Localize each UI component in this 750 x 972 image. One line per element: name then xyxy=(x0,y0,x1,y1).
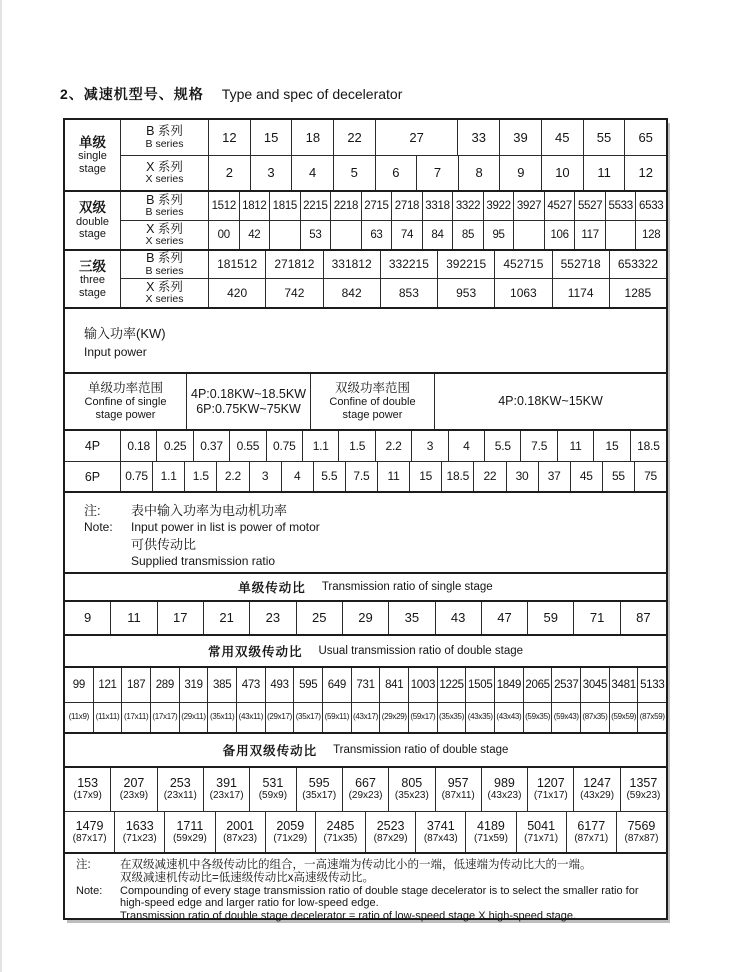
table-cell: 649 xyxy=(322,668,351,702)
table-cell: 128 xyxy=(635,221,666,249)
b-series-label xyxy=(121,251,209,278)
series-label-en: B series xyxy=(145,264,184,277)
table-cell: 0.18 xyxy=(127,438,150,453)
table-cell: 63 xyxy=(361,221,392,249)
table-cell: 181512 xyxy=(217,257,258,272)
table-cell: 15 xyxy=(409,462,441,491)
table-cell: 5 xyxy=(333,156,375,190)
table-cell: 2485 (71x35) xyxy=(315,812,365,852)
table-cell: (11x11) xyxy=(93,703,122,732)
table-cell: 1815 xyxy=(269,192,300,220)
single-power-range-label xyxy=(65,374,186,429)
power-row-values xyxy=(121,462,666,491)
table-cell: 15 xyxy=(593,431,629,461)
table-cell: 2001 (87x23) xyxy=(215,812,265,852)
table-cell: 3481 xyxy=(609,668,638,702)
x-series-row xyxy=(121,221,666,249)
table-cell: 29 xyxy=(342,602,388,634)
power-row-label: 4P xyxy=(65,431,121,461)
note-label-en: Note: xyxy=(76,884,103,897)
table-cell: 473 xyxy=(236,668,265,702)
table-cell: (11x9) xyxy=(68,712,89,722)
usual-ratio-pairs-row xyxy=(65,703,666,734)
table-cell xyxy=(269,221,300,249)
table-cell: 391 (23x17) xyxy=(203,768,249,811)
table-cell: 3045 xyxy=(580,668,609,702)
table-cell: 6533 xyxy=(635,192,666,220)
table-cell: (43x43) xyxy=(494,703,523,732)
series-label-cn: X 系列 xyxy=(146,159,183,174)
range-value-4p: 4P:0.18KW~15KW xyxy=(498,394,603,408)
table-cell: 99 xyxy=(72,678,85,691)
section-header-usual-double-ratio xyxy=(65,636,666,668)
series-label-en: B series xyxy=(145,137,184,150)
table-cell: 65 xyxy=(624,120,666,155)
table-cell: 841 xyxy=(379,668,408,702)
table-cell: 207 (23x9) xyxy=(110,768,156,811)
double-power-range-values xyxy=(434,374,666,429)
section-header-en: Transmission ratio of single stage xyxy=(321,581,493,593)
table-cell: 17 xyxy=(157,602,203,634)
range-label-cn: 单级功率范围 xyxy=(87,380,163,395)
table-cell: 5.5 xyxy=(484,431,520,461)
table-cell: 319 xyxy=(179,668,208,702)
table-cell: 42 xyxy=(239,221,270,249)
note-text-cn: 表中输入功率为电动机功率 xyxy=(131,503,288,518)
note-label-spacer xyxy=(84,536,131,553)
stage-label-cn: 双级 xyxy=(79,200,106,216)
table-cell: 805 (35x23) xyxy=(388,768,434,811)
table-cell: 3741 (87x43) xyxy=(415,812,465,852)
table-cell: 0.75 xyxy=(266,431,302,461)
table-cell: 2059 (71x29) xyxy=(265,812,315,852)
table-cell: 3 xyxy=(249,462,281,491)
table-cell: 5133 xyxy=(637,668,666,702)
range-label-en: stage power xyxy=(95,409,156,421)
note-text-cn: 在双级减速机中各级传动比的组合，一高速端为传动比小的一端，低速端为传动比大的一端。 xyxy=(120,859,592,871)
table-cell: (59x43) xyxy=(551,703,580,732)
table-cell: 385 xyxy=(207,668,236,702)
table-cell: 11 xyxy=(583,156,625,190)
table-cell: 11 xyxy=(557,431,593,461)
series-label-en: B series xyxy=(145,206,184,219)
note-text-en: high-speed edge and larger ratio for low-speed edge. xyxy=(120,897,379,910)
table-cell: (59x35) xyxy=(523,703,552,732)
table-cell: (87x35) xyxy=(580,703,609,732)
table-cell: 0.55 xyxy=(229,431,265,461)
table-cell: 55 xyxy=(602,462,634,491)
table-cell: 452715 xyxy=(494,251,551,278)
table-cell: 953 xyxy=(437,279,494,307)
power-row-4p xyxy=(65,431,666,462)
table-cell: 667 (29x23) xyxy=(342,768,388,811)
b-series-values xyxy=(209,192,666,220)
table-cell: 2.2 xyxy=(375,431,411,461)
table-cell: 332215 xyxy=(380,251,437,278)
table-cell: 989 (43x23) xyxy=(481,768,527,811)
power-row-label: 6P xyxy=(65,462,121,491)
power-range-row xyxy=(65,374,666,431)
table-cell: 85 xyxy=(452,221,483,249)
table-cell: 117 xyxy=(574,221,605,249)
section-header-single-ratio xyxy=(65,574,666,602)
table-cell: 2215 xyxy=(300,192,331,220)
x-series-row xyxy=(121,156,666,190)
table-cell: 5041 (71x71) xyxy=(516,812,566,852)
table-cell: 2715 xyxy=(361,192,392,220)
note-line xyxy=(84,536,656,553)
b-series-label xyxy=(121,120,209,155)
table-cell: 2 xyxy=(225,165,233,181)
stage-cell-single xyxy=(65,120,121,190)
note-line xyxy=(76,910,658,923)
table-cell: 7 xyxy=(416,156,458,190)
stage-cell-three xyxy=(65,251,121,307)
table-cell: 0.25 xyxy=(156,431,192,461)
table-cell: 4189 (71x59) xyxy=(465,812,515,852)
table-cell: 00 xyxy=(217,228,230,241)
table-cell: 653322 xyxy=(609,251,666,278)
table-cell: 552718 xyxy=(552,251,609,278)
table-cell: 21 xyxy=(203,602,249,634)
x-series-label xyxy=(121,156,209,190)
power-row-6p xyxy=(65,462,666,493)
note-text-en: Input power in list is power of motor xyxy=(131,520,320,534)
table-cell: 1711 (59x29) xyxy=(164,812,214,852)
table-cell: 3927 xyxy=(513,192,544,220)
table-cell xyxy=(513,221,544,249)
range-label-en: Confine of double xyxy=(329,395,416,408)
table-cell: 18 xyxy=(291,120,333,155)
table-cell: (87x59) xyxy=(637,703,666,732)
table-cell: 2065 xyxy=(523,668,552,702)
note-line xyxy=(76,897,658,910)
table-cell: 22 xyxy=(473,462,505,491)
input-power-cn: 输入功率(KW) xyxy=(84,325,166,341)
table-cell: 39 xyxy=(499,120,541,155)
table-cell: 45 xyxy=(541,120,583,155)
table-cell: 1003 xyxy=(408,668,437,702)
table-cell: 15 xyxy=(250,120,292,155)
table-cell: 18.5 xyxy=(630,431,666,461)
series-label-cn: X 系列 xyxy=(146,221,183,236)
section-header-backup-double-ratio xyxy=(65,734,666,768)
table-cell: 2.2 xyxy=(216,462,248,491)
table-cell: 1247 (43x29) xyxy=(573,768,619,811)
page-title-en: Type and spec of decelerator xyxy=(221,86,403,102)
section-header-en: Transmission ratio of double stage xyxy=(333,744,509,756)
power-row-values xyxy=(121,431,666,461)
range-label-cn: 双级功率范围 xyxy=(334,380,410,395)
table-cell: 2718 xyxy=(391,192,422,220)
note-text-cn: 可供传动比 xyxy=(131,537,197,552)
stage-label-cn: 单级 xyxy=(79,134,106,150)
single-ratio-values-row xyxy=(65,602,666,636)
table-cell: 187 xyxy=(121,668,150,702)
page-title xyxy=(60,84,402,104)
table-cell: 45 xyxy=(570,462,602,491)
table-cell xyxy=(605,221,636,249)
section-header-cn: 单级传动比 xyxy=(238,581,306,595)
stage-label-en: stage xyxy=(79,286,106,299)
table-cell: 1.1 xyxy=(302,431,338,461)
table-cell: 5533 xyxy=(605,192,636,220)
note-block-input-power xyxy=(65,493,666,574)
note-label-spacer xyxy=(84,553,131,570)
table-cell: 7.5 xyxy=(345,462,377,491)
table-cell: 6 xyxy=(375,156,417,190)
input-power-cell xyxy=(65,309,666,374)
table-cell: 392215 xyxy=(437,251,494,278)
section-header-cn: 备用双级传动比 xyxy=(222,744,318,758)
section-header-cn: 常用双级传动比 xyxy=(207,645,303,659)
table-cell: 2523 (87x29) xyxy=(365,812,415,852)
page-title-cn: 2、减速机型号、规格 xyxy=(60,86,204,102)
note-label-cn: 注: xyxy=(84,503,101,518)
table-cell: 30 xyxy=(506,462,538,491)
note-text-cn: 双级减速机传动比=低速级传动比x高速级传动比。 xyxy=(120,871,374,884)
table-cell: 1207 (71x17) xyxy=(527,768,573,811)
note-line xyxy=(84,502,656,519)
table-cell: 4 xyxy=(291,156,333,190)
b-series-values xyxy=(209,251,666,278)
table-cell: (43x35) xyxy=(465,703,494,732)
table-cell: 1285 xyxy=(609,279,666,307)
table-cell: 43 xyxy=(435,602,481,634)
series-label-cn: X 系列 xyxy=(146,279,183,294)
table-cell: 84 xyxy=(422,221,453,249)
table-cell: 1849 xyxy=(494,668,523,702)
table-cell: 493 xyxy=(265,668,294,702)
table-cell: 4 xyxy=(281,462,313,491)
table-cell: (35x11) xyxy=(207,703,236,732)
note-text-en: Transmission ratio of double stage decelerator = ratio of low-speed stage X high-speed stage. xyxy=(120,910,577,923)
scan-edge-artifact xyxy=(0,0,2,972)
table-cell: 95 xyxy=(483,221,514,249)
table-cell: 595 xyxy=(293,668,322,702)
table-cell: (17x17) xyxy=(150,703,179,732)
series-label-en: X series xyxy=(145,235,184,248)
stage-label-en: stage xyxy=(79,162,106,175)
table-cell: 5527 xyxy=(574,192,605,220)
table-cell: 4 xyxy=(448,431,484,461)
table-cell: 531 (59x9) xyxy=(249,768,295,811)
table-cell: 853 xyxy=(380,279,437,307)
table-cell: 253 (23x11) xyxy=(157,768,203,811)
table-cell: 37 xyxy=(538,462,570,491)
stage-label-en: single xyxy=(78,150,107,163)
table-cell: 842 xyxy=(323,279,380,307)
note-text-en: Supplied transmission ratio xyxy=(131,554,276,568)
table-cell: 106 xyxy=(544,221,575,249)
table-cell: 55 xyxy=(583,120,625,155)
table-cell: 3 xyxy=(411,431,447,461)
table-cell: 3 xyxy=(250,156,292,190)
table-cell: (29x17) xyxy=(265,703,294,732)
note-line xyxy=(76,859,658,872)
spec-group-three-stage xyxy=(65,251,666,309)
table-cell: 1.1 xyxy=(152,462,184,491)
backup-ratio-row-1 xyxy=(65,768,666,812)
note-line xyxy=(84,553,656,570)
stage-cell-double xyxy=(65,192,121,249)
series-label-en: X series xyxy=(145,173,184,186)
table-cell: 3922 xyxy=(483,192,514,220)
table-cell: 153 (17x9) xyxy=(73,776,102,802)
note-line xyxy=(76,872,658,885)
table-cell: 742 xyxy=(265,279,322,307)
stage-label-cn: 三级 xyxy=(79,258,106,274)
table-cell: 121 xyxy=(93,668,122,702)
range-label-en: Confine of single xyxy=(84,395,167,408)
table-cell: 33 xyxy=(457,120,499,155)
table-cell: 11 xyxy=(110,602,156,634)
b-series-row xyxy=(121,192,666,221)
backup-ratio-row-2 xyxy=(65,812,666,854)
table-cell: 12 xyxy=(624,156,666,190)
range-label-en: stage power xyxy=(342,409,403,421)
note-line xyxy=(76,885,658,898)
table-cell: 4527 xyxy=(544,192,575,220)
table-cell: 1.5 xyxy=(338,431,374,461)
table-cell: 1512 xyxy=(211,199,236,212)
range-value-4p: 4P:0.18KW~18.5KW xyxy=(191,386,306,401)
table-cell: 1633 (71x23) xyxy=(114,812,164,852)
input-power-en: Input power xyxy=(84,344,147,359)
table-cell: (43x17) xyxy=(351,703,380,732)
table-cell: 6177 (87x71) xyxy=(566,812,616,852)
table-cell: 22 xyxy=(333,120,375,155)
stage-label-en: three xyxy=(79,274,106,287)
note-label-cn: 注: xyxy=(76,859,91,871)
table-cell: 957 (87x11) xyxy=(435,768,481,811)
x-series-values xyxy=(209,156,666,190)
table-cell: 59 xyxy=(527,602,573,634)
b-series-values xyxy=(209,120,666,155)
b-series-row xyxy=(121,120,666,156)
table-cell: 1225 xyxy=(437,668,466,702)
table-cell: 1357 (59x23) xyxy=(620,768,666,811)
table-cell: 75 xyxy=(634,462,666,491)
section-header-en: Usual transmission ratio of double stage xyxy=(318,645,524,657)
series-label-cn: B 系列 xyxy=(146,192,183,207)
table-cell: 1505 xyxy=(465,668,494,702)
table-cell: (59x11) xyxy=(322,703,351,732)
table-cell: 9 xyxy=(499,156,541,190)
table-cell: 7.5 xyxy=(520,431,556,461)
double-power-range-label xyxy=(310,374,434,429)
series-label-en: X series xyxy=(145,293,184,306)
spec-group-double-stage xyxy=(65,192,666,251)
table-cell: 0.75 xyxy=(125,469,148,484)
table-cell: 18.5 xyxy=(441,462,473,491)
x-series-values xyxy=(209,279,666,307)
note-block-ratio xyxy=(65,854,666,923)
table-cell: (35x35) xyxy=(437,703,466,732)
usual-ratio-values-row xyxy=(65,668,666,703)
x-series-label xyxy=(121,221,209,249)
table-cell: 731 xyxy=(351,668,380,702)
table-cell xyxy=(330,221,361,249)
table-cell: 595 (35x17) xyxy=(296,768,342,811)
table-cell: (17x11) xyxy=(121,703,150,732)
table-cell: 271812 xyxy=(265,251,322,278)
table-cell: (59x59) xyxy=(609,703,638,732)
table-cell: 47 xyxy=(481,602,527,634)
table-cell: 12 xyxy=(222,129,237,145)
note-label-en: Note: xyxy=(84,520,113,534)
series-label-cn: B 系列 xyxy=(146,124,183,139)
x-series-label xyxy=(121,279,209,307)
table-cell: 10 xyxy=(541,156,583,190)
table-cell: 1.5 xyxy=(184,462,216,491)
stage-label-en: stage xyxy=(79,228,106,241)
single-power-range-values xyxy=(186,374,310,429)
b-series-label xyxy=(121,192,209,220)
table-cell: (59x17) xyxy=(408,703,437,732)
table-cell: 25 xyxy=(296,602,342,634)
table-cell: 8 xyxy=(458,156,500,190)
table-cell: 1812 xyxy=(239,192,270,220)
table-cell: 2537 xyxy=(551,668,580,702)
table-cell: 331812 xyxy=(323,251,380,278)
x-series-row xyxy=(121,279,666,307)
table-cell: (29x11) xyxy=(179,703,208,732)
table-cell: 1174 xyxy=(552,279,609,307)
table-cell: 27 xyxy=(375,120,457,155)
table-cell: 87 xyxy=(620,602,666,634)
decelerator-spec-table xyxy=(63,118,668,923)
table-cell: 3318 xyxy=(422,192,453,220)
table-cell: 23 xyxy=(249,602,295,634)
note-label-spacer xyxy=(76,897,120,910)
x-series-values xyxy=(209,221,666,249)
table-cell: 3322 xyxy=(452,192,483,220)
table-cell: (29x29) xyxy=(379,703,408,732)
note-text-en: Compounding of every stage transmission ratio of double stage decelerator is to select the smaller ratio for xyxy=(120,884,639,897)
table-cell: (43x11) xyxy=(236,703,265,732)
table-cell: 9 xyxy=(84,610,92,626)
table-cell: 71 xyxy=(573,602,619,634)
note-label-spacer xyxy=(76,910,120,923)
table-cell: 74 xyxy=(391,221,422,249)
table-cell: 35 xyxy=(388,602,434,634)
table-cell: 1479 (87x17) xyxy=(72,818,107,844)
table-cell: 0.37 xyxy=(193,431,229,461)
table-cell: 1063 xyxy=(494,279,551,307)
table-cell: 53 xyxy=(300,221,331,249)
note-label-spacer xyxy=(76,872,120,885)
table-cell: 5.5 xyxy=(313,462,345,491)
note-line xyxy=(84,519,656,536)
b-series-row xyxy=(121,251,666,279)
table-cell: 7569 (87x87) xyxy=(616,812,666,852)
spec-group-single-stage xyxy=(65,120,666,192)
series-label-cn: B 系列 xyxy=(146,251,183,266)
table-cell: 11 xyxy=(377,462,409,491)
stage-label-en: double xyxy=(75,215,110,228)
table-cell: 2218 xyxy=(330,192,361,220)
table-cell: (35x17) xyxy=(293,703,322,732)
table-cell: 289 xyxy=(150,668,179,702)
table-cell: 420 xyxy=(227,285,248,300)
range-value-6p: 6P:0.75KW~75KW xyxy=(196,401,301,416)
